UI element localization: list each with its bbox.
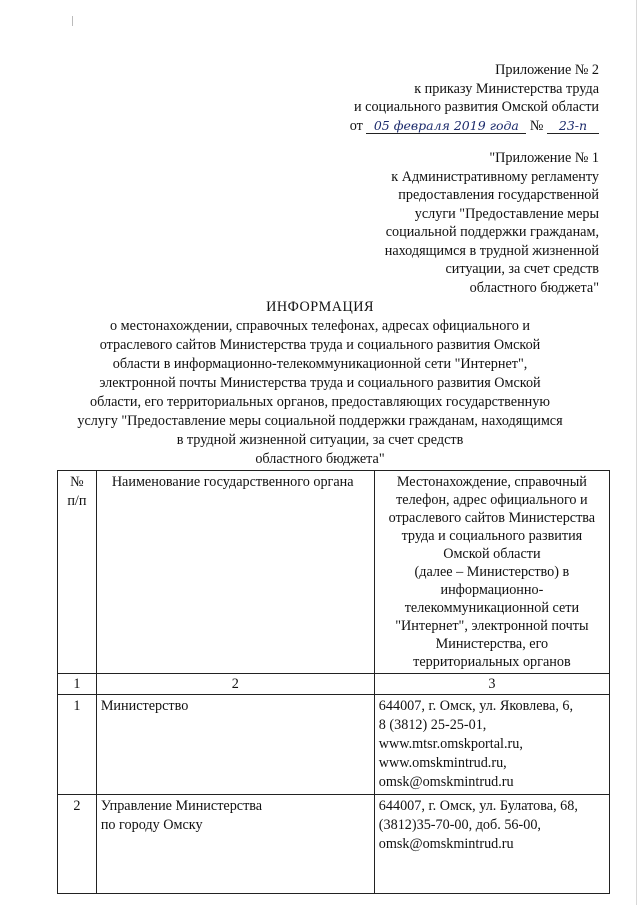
contact-line: 8 (3812) 25-25-01,	[378, 717, 487, 733]
regulation-annex-line: предоставления государственной	[398, 187, 599, 203]
header-number-cell	[58, 471, 97, 674]
contact-line: 644007, г. Омск, ул. Яковлева, 6,	[378, 698, 574, 714]
order-annex-line-1: Приложение № 2	[495, 62, 599, 78]
regulation-annex-line: социальной поддержки гражданам,	[385, 224, 599, 240]
order-annex-line-2: к приказу Министерства труда	[414, 80, 599, 97]
agency-name-line: Управление Министерства	[100, 798, 263, 814]
header-contact-line: информационно-	[440, 582, 544, 598]
column-numbering-row	[58, 674, 610, 695]
regulation-annex-line: к Административному регламенту	[391, 168, 599, 185]
agency-contact-cell	[374, 795, 609, 894]
header-contact-line: Омской области	[443, 546, 541, 562]
heading-line: области в информационно-телекоммуникационной сети "Интернет",	[112, 356, 528, 372]
regulation-annex-line: областного бюджета"	[469, 279, 599, 296]
table-row	[58, 795, 610, 894]
table-row	[58, 695, 610, 795]
handwritten-order-number: 23-п	[547, 118, 599, 134]
order-number-label: №	[529, 117, 544, 134]
header-number-label: № п/п	[67, 474, 87, 509]
agency-name-cell	[96, 795, 374, 894]
agency-name-cell	[96, 695, 374, 795]
header-contact-line: территориальных органов	[413, 654, 571, 670]
regulation-annex-line: услуги "Предоставление меры	[414, 205, 599, 222]
contact-line: www.omskmintrud.ru,	[378, 755, 507, 771]
order-annex-block	[350, 61, 599, 135]
regulation-annex-line: ситуации, за счет средств	[445, 261, 599, 277]
document-heading	[60, 298, 580, 469]
header-contact-line: Министерства, его	[435, 636, 549, 652]
regulation-annex-block	[385, 149, 599, 297]
heading-line: в трудной жизненной ситуации, за счет средств	[176, 432, 464, 448]
header-name-cell: Наименование государственного органа	[96, 471, 374, 674]
contact-line: omsk@omskmintrud.ru	[378, 774, 514, 790]
header-contact-line: телефон, адрес официального и	[396, 492, 588, 508]
heading-line: услугу "Предоставление меры социальной поддержки гражданам, находящимся	[77, 413, 563, 429]
header-contact-line: Местонахождение, справочный	[396, 474, 587, 490]
agency-info-table	[57, 470, 610, 894]
heading-line: отраслевого сайтов Министерства труда и социального развития Омской	[99, 337, 541, 353]
row-number: 2	[58, 795, 97, 894]
column-number: 3	[374, 674, 609, 695]
column-number: 1	[58, 674, 97, 695]
contact-line: omsk@omskmintrud.ru	[378, 836, 514, 852]
heading-line: электронной почты Министерства труда и социального развития Омской	[99, 375, 541, 391]
contact-line: 644007, г. Омск, ул. Булатова, 68,	[378, 798, 578, 814]
regulation-annex-line: находящимся в трудной жизненной	[384, 242, 599, 259]
heading-line: области, его территориальных органов, предоставляющих государственную	[90, 394, 550, 410]
contact-line: www.mtsr.omskportal.ru,	[378, 736, 523, 752]
header-contact-line: телекоммуникационной сети	[404, 600, 580, 616]
agency-name-line: Министерство	[100, 698, 189, 714]
scan-mark	[72, 16, 73, 26]
order-annex-line-3: и социального развития Омской области	[354, 99, 599, 115]
header-contact-line: (далее – Министерство) в	[414, 564, 570, 580]
header-contact-line: "Интернет", электронной почты	[395, 618, 589, 634]
handwritten-order-date: 05 февраля 2019 года	[366, 118, 526, 134]
agency-contact-cell	[374, 695, 609, 795]
contact-line: (3812)35-70-00, доб. 56-00,	[378, 817, 541, 833]
order-date-number-line	[350, 117, 599, 136]
order-from-label: от	[349, 117, 363, 134]
header-contact-line: отраслевого сайтов Министерства	[388, 510, 596, 526]
heading-line: о местонахождении, справочных телефонах, адресах официального и	[109, 318, 531, 334]
column-number: 2	[96, 674, 374, 695]
scan-edge	[636, 0, 637, 905]
document-title: ИНФОРМАЦИЯ	[266, 299, 374, 315]
regulation-annex-line: "Приложение № 1	[489, 150, 599, 166]
header-contact-cell	[374, 471, 609, 674]
heading-line: областного бюджета"	[255, 451, 385, 467]
row-number: 1	[58, 695, 97, 795]
agency-name-line: по городу Омску	[100, 817, 203, 833]
header-contact-line: труда и социального развития	[401, 528, 583, 544]
table-header-row	[58, 471, 610, 674]
